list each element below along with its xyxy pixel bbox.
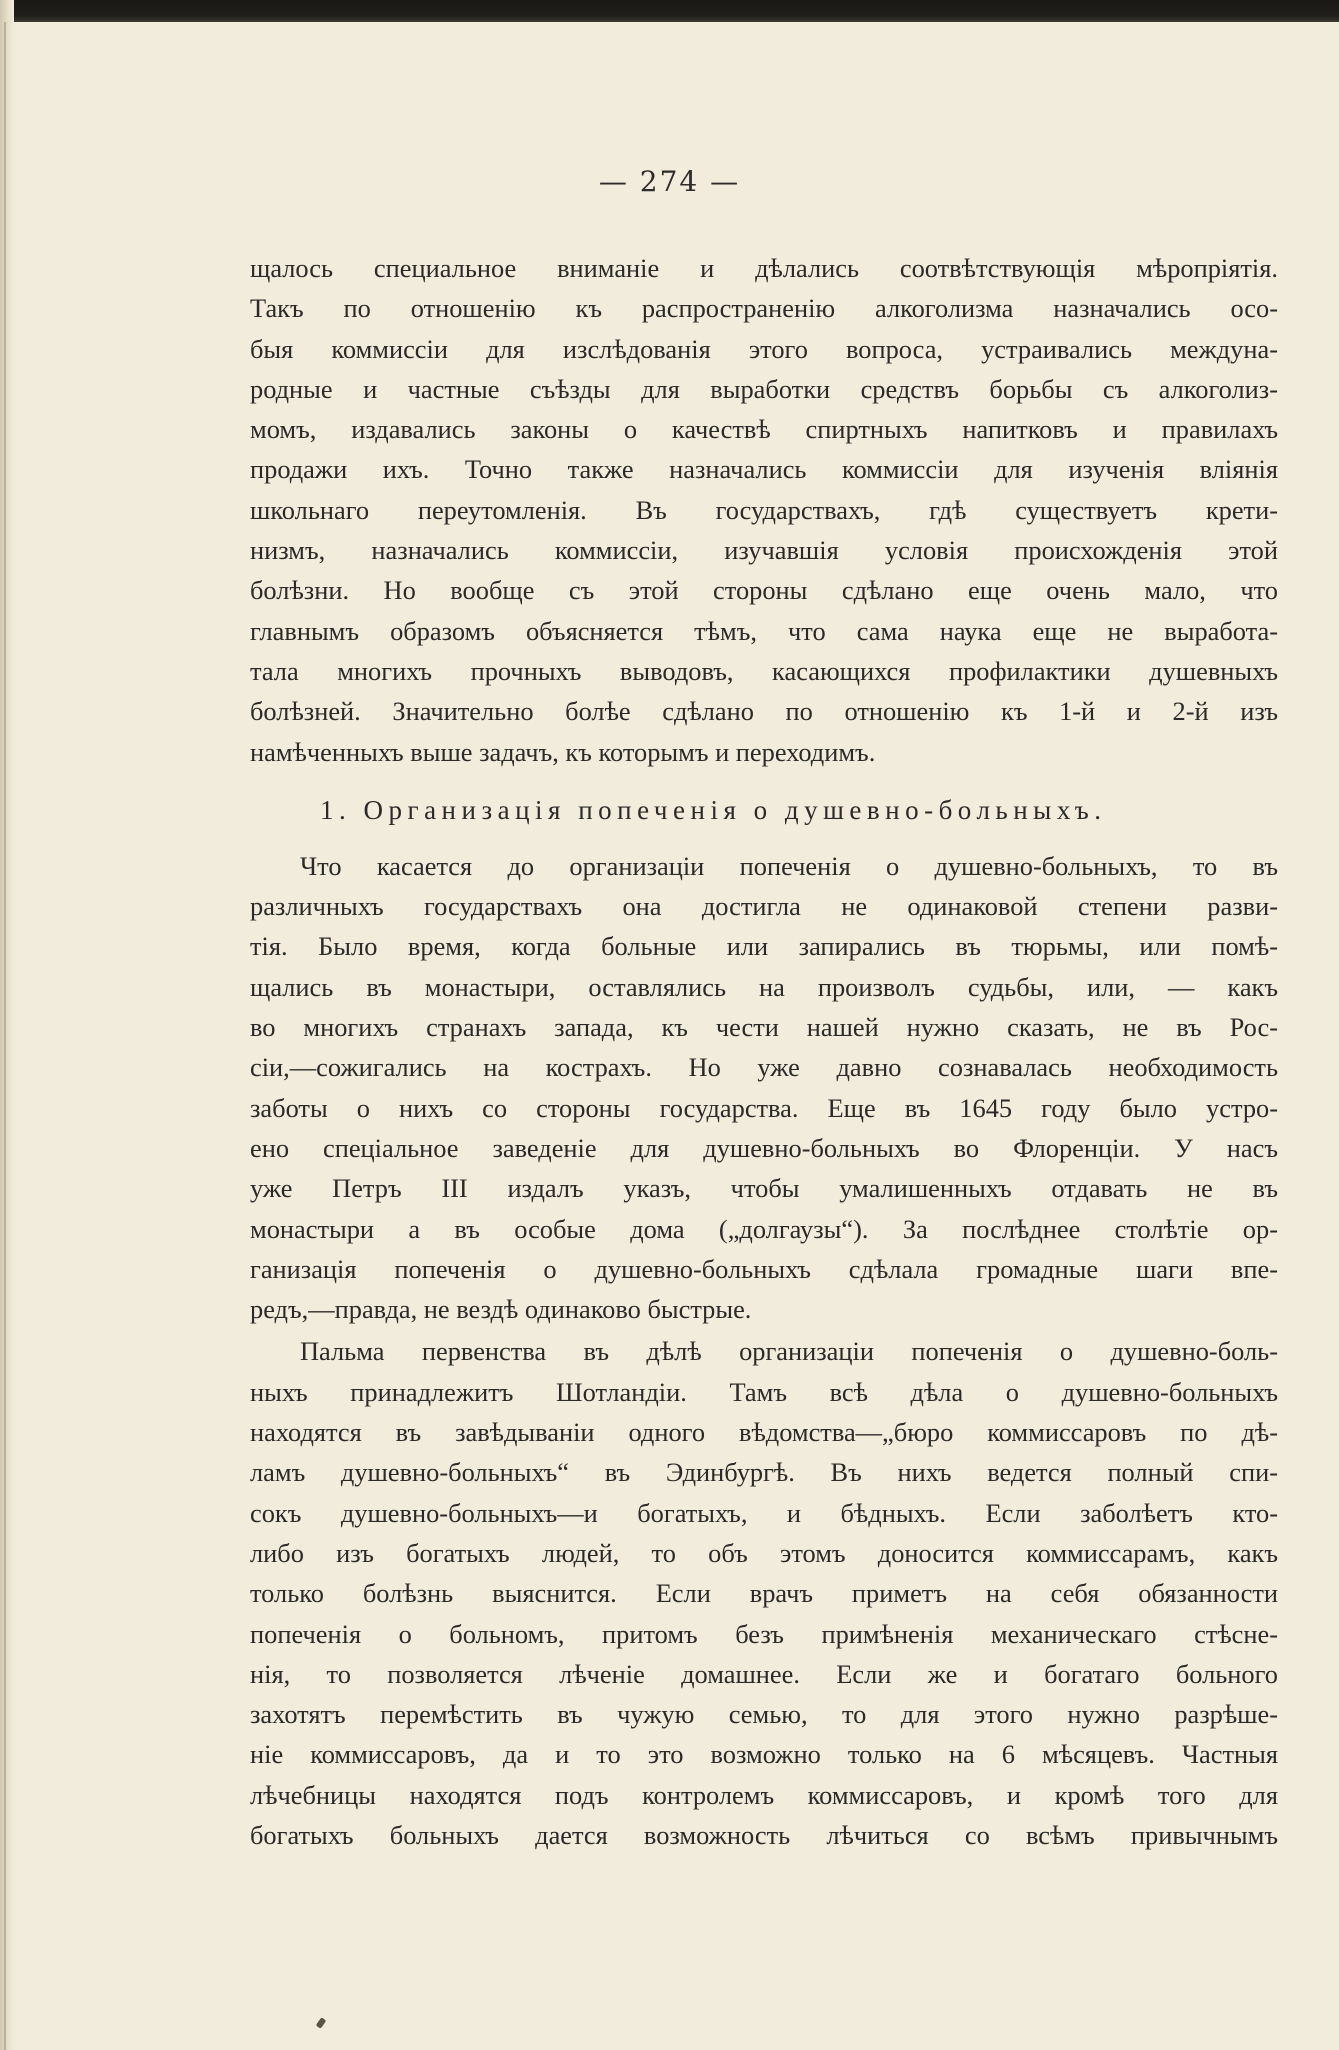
text-line: низмъ, назначались коммиссіи, изучавшія условія происхожденія этой bbox=[250, 535, 1278, 566]
scan-top-border bbox=[0, 0, 1339, 22]
text-line: ганизація попеченія о душевно-больныхъ сдѣлала громадные шаги впе- bbox=[250, 1253, 1278, 1284]
paragraph-scotland bbox=[250, 1331, 1278, 1855]
text-line: родные и частные съѣзды для выработки средствъ борьбы съ алкоголиз- bbox=[250, 373, 1278, 404]
text-line: продажи ихъ. Точно также назначались коммиссіи для изученія вліянія bbox=[250, 454, 1278, 485]
text-line: ніе коммиссаровъ, да и то это возможно только на 6 мѣсяцевъ. Частныя bbox=[250, 1739, 1278, 1770]
text-line: болѣзни. Но вообще съ этой стороны сдѣлано еще очень мало, что bbox=[250, 575, 1278, 606]
text-line: сокъ душевно-больныхъ—и богатыхъ, и бѣдныхъ. Если заболѣетъ кто- bbox=[250, 1497, 1278, 1528]
text-line: различныхъ государствахъ она достигла не одинаковой степени разви- bbox=[250, 891, 1278, 922]
text-line: находятся въ завѣдываніи одного вѣдомства—„бюро коммиссаровъ по дѣ- bbox=[250, 1417, 1278, 1448]
text-line: сіи,—сожигались на кострахъ. Но уже давно сознавалась необходимость bbox=[250, 1052, 1278, 1083]
text-line: лѣчебницы находятся подъ контролемъ коммиссаровъ, и кромѣ того для bbox=[250, 1779, 1278, 1810]
body-text bbox=[250, 248, 1278, 1855]
text-line: момъ, издавались законы о качествѣ спиртныхъ напитковъ и правилахъ bbox=[250, 414, 1278, 445]
text-line: тала многихъ прочныхъ выводовъ, касающихся профилактики душевныхъ bbox=[250, 655, 1278, 686]
intro-paragraph bbox=[250, 248, 1278, 772]
text-line: захотятъ перемѣстить въ чужую семью, то для этого нужно разрѣше- bbox=[250, 1699, 1278, 1730]
text-line: Что касается до организаціи попеченія о душевно-больныхъ, то въ bbox=[300, 850, 1278, 881]
text-line: богатыхъ больныхъ дается возможность лѣчиться со всѣмъ привычнымъ bbox=[250, 1819, 1278, 1850]
text-line: либо изъ богатыхъ людей, то объ этомъ доносится коммиссарамъ, какъ bbox=[250, 1537, 1278, 1568]
text-line: школьнаго переутомленія. Въ государствахъ, гдѣ существуетъ крети- bbox=[250, 494, 1278, 525]
text-line: заботы о нихъ со стороны государства. Еще въ 1645 году было устро- bbox=[250, 1092, 1278, 1123]
text-line: попеченія о больномъ, притомъ безъ примѣненія механическаго стѣсне- bbox=[250, 1618, 1278, 1649]
text-line: главнымъ образомъ объясняется тѣмъ, что сама наука еще не выработа- bbox=[250, 615, 1278, 646]
text-line: только болѣзнь выяснится. Если врачъ приметъ на себя обязанности bbox=[250, 1578, 1278, 1609]
text-line: ныхъ принадлежитъ Шотландіи. Тамъ всѣ дѣла о душевно-больныхъ bbox=[250, 1376, 1278, 1407]
scan-left-binding bbox=[0, 0, 14, 2050]
text-line: намѣченныхъ выше задачъ, къ которымъ и переходимъ. bbox=[250, 736, 876, 767]
text-line: ено спеціальное заведеніе для душевно-больныхъ во Флоренціи. У насъ bbox=[250, 1132, 1278, 1163]
page-number: — 274 — bbox=[598, 165, 741, 198]
text-line: щалось специальное вниманіе и дѣлались соотвѣтствующія мѣропріятія. bbox=[250, 253, 1278, 283]
text-line: быя коммиссіи для изслѣдованія этого вопроса, устраивались междуна- bbox=[250, 333, 1278, 364]
text-line: уже Петръ III издалъ указъ, чтобы умалишенныхъ отдавать не въ bbox=[250, 1173, 1278, 1204]
ink-speck bbox=[316, 2017, 327, 2029]
paragraph-organization bbox=[250, 846, 1278, 1330]
text-line: тія. Было время, когда больные или запирались въ тюрьмы, или помѣ- bbox=[250, 931, 1278, 962]
text-line: редъ,—правда, не вездѣ одинаково быстрые. bbox=[250, 1294, 752, 1325]
text-line: болѣзней. Значительно болѣе сдѣлано по отношенію къ 1-й и 2-й изъ bbox=[250, 696, 1278, 727]
text-line: монастыри а въ особые дома („долгаузы“). За послѣднее столѣтіе ор- bbox=[250, 1213, 1278, 1244]
text-line: во многихъ странахъ запада, къ чести нашей нужно сказать, не въ Рос- bbox=[250, 1012, 1278, 1043]
text-line: щались въ монастыри, оставлялись на произволъ судьбы, или, — какъ bbox=[250, 971, 1278, 1002]
text-line: нія, то позволяется лѣченіе домашнее. Если же и богатаго больного bbox=[250, 1658, 1278, 1689]
text-line: ламъ душевно-больныхъ“ въ Эдинбургѣ. Въ нихъ ведется полный спи- bbox=[250, 1457, 1278, 1488]
text-line: Пальма первенства въ дѣлѣ организаціи попеченія о душевно-боль- bbox=[300, 1336, 1278, 1367]
text-line: Такъ по отношенію къ распространенію алкоголизма назначались осо- bbox=[250, 293, 1278, 324]
section-heading: 1. Организація попеченія о душевно-больныхъ. bbox=[320, 794, 1107, 825]
